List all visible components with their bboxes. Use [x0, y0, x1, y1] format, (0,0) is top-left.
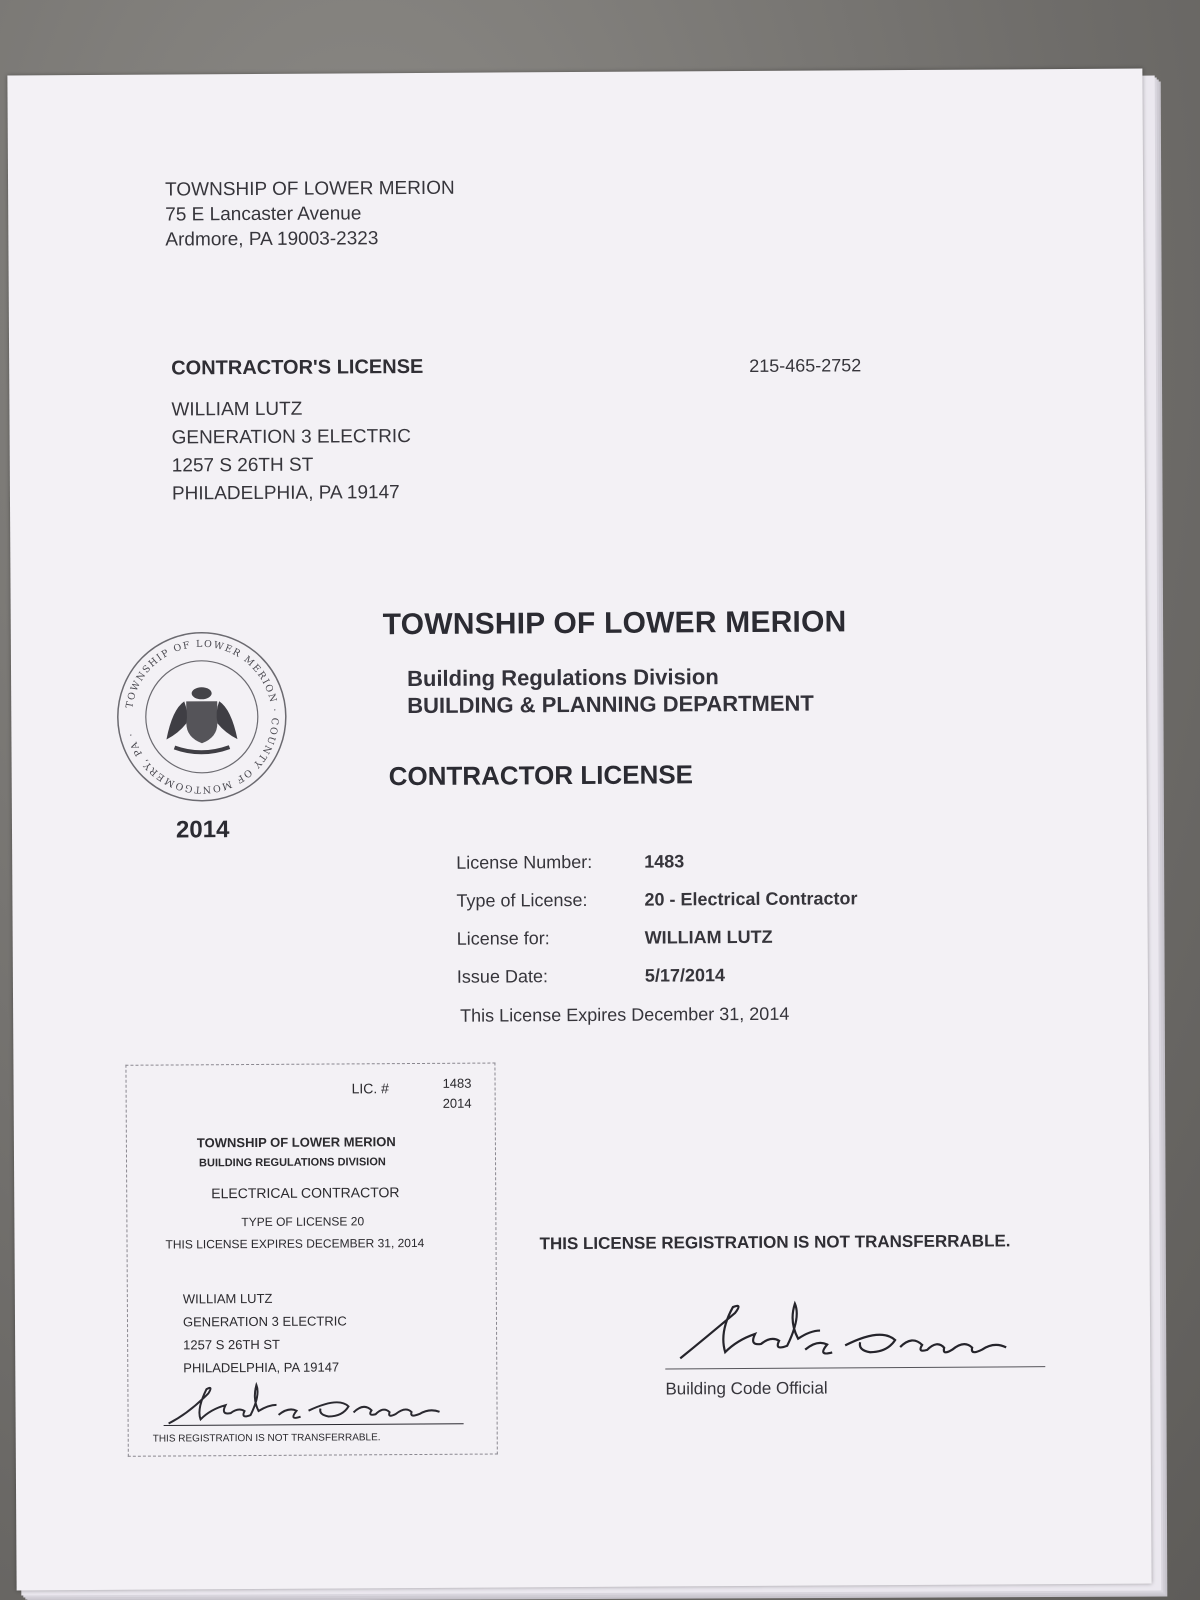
license-year: 2014	[175, 816, 230, 844]
card-license-number-value: 1483	[442, 1075, 472, 1091]
card-address-line: GENERATION 3 ELECTRIC	[182, 1313, 347, 1330]
phone-number: 215-465-2752	[749, 355, 862, 376]
detail-value: 20 - Electrical Contractor	[644, 888, 858, 910]
issuer-address	[165, 176, 455, 253]
card-license-year: 2014	[442, 1095, 472, 1111]
detail-value: WILLIAM LUTZ	[644, 926, 773, 948]
detail-label: License Number:	[456, 851, 593, 873]
card-expiration: THIS LICENSE EXPIRES DECEMBER 31, 2014	[165, 1235, 425, 1252]
svg-text:TOWNSHIP OF LOWER MERION · COU: TOWNSHIP OF LOWER MERION · COUNTY OF MONTGOMERY, PA ·	[124, 638, 280, 795]
mailing-heading: CONTRACTOR'S LICENSE	[171, 355, 424, 380]
license-document	[7, 69, 1151, 1591]
card-signature	[158, 1372, 478, 1439]
not-transferrable-notice: THIS LICENSE REGISTRATION IS NOT TRANSFERRABLE.	[539, 1231, 1011, 1254]
recipient-line: 1257 S 26TH ST	[171, 454, 314, 477]
recipient-line: GENERATION 3 ELECTRIC	[171, 426, 411, 449]
issuer-city: Ardmore, PA 19003-2323	[165, 228, 379, 251]
card-address-line: WILLIAM LUTZ	[182, 1290, 273, 1307]
card-license-label: LIC. #	[351, 1080, 389, 1097]
card-license-number	[442, 1074, 471, 1114]
card-not-transferrable: THIS REGISTRATION IS NOT TRANSFERRABLE.	[152, 1432, 381, 1445]
card-address	[183, 1286, 347, 1379]
recipient-line: PHILADELPHIA, PA 19147	[171, 482, 400, 505]
card-type-number: TYPE OF LICENSE 20	[241, 1214, 365, 1230]
card-address-line: PHILADELPHIA, PA 19147	[183, 1359, 340, 1376]
wallet-card	[125, 1063, 497, 1457]
document-title: CONTRACTOR LICENSE	[388, 759, 694, 792]
issuer-street: 75 E Lancaster Avenue	[165, 203, 362, 226]
card-division: BUILDING REGULATIONS DIVISION	[198, 1156, 386, 1170]
official-title: Building Code Official	[665, 1378, 828, 1399]
detail-label: Type of License:	[456, 889, 588, 911]
certificate-title: TOWNSHIP OF LOWER MERION	[382, 605, 847, 642]
official-signature	[665, 1294, 1045, 1376]
card-address-line: 1257 S 26TH ST	[183, 1336, 281, 1353]
division-name: Building Regulations Division	[406, 664, 719, 692]
detail-label: Issue Date:	[456, 966, 549, 987]
issuer-name: TOWNSHIP OF LOWER MERION	[165, 177, 455, 201]
detail-value: 5/17/2014	[644, 965, 726, 986]
recipient-line: WILLIAM LUTZ	[171, 398, 303, 421]
card-org: TOWNSHIP OF LOWER MERION	[196, 1134, 396, 1151]
detail-label: License for:	[456, 928, 550, 949]
recipient-address	[171, 353, 424, 509]
township-seal	[114, 629, 290, 805]
department-name: BUILDING & PLANNING DEPARTMENT	[407, 690, 814, 719]
expiration-statement: This License Expires December 31, 2014	[460, 1003, 790, 1026]
detail-value: 1483	[644, 851, 685, 872]
card-license-type: ELECTRICAL CONTRACTOR	[211, 1184, 400, 1202]
